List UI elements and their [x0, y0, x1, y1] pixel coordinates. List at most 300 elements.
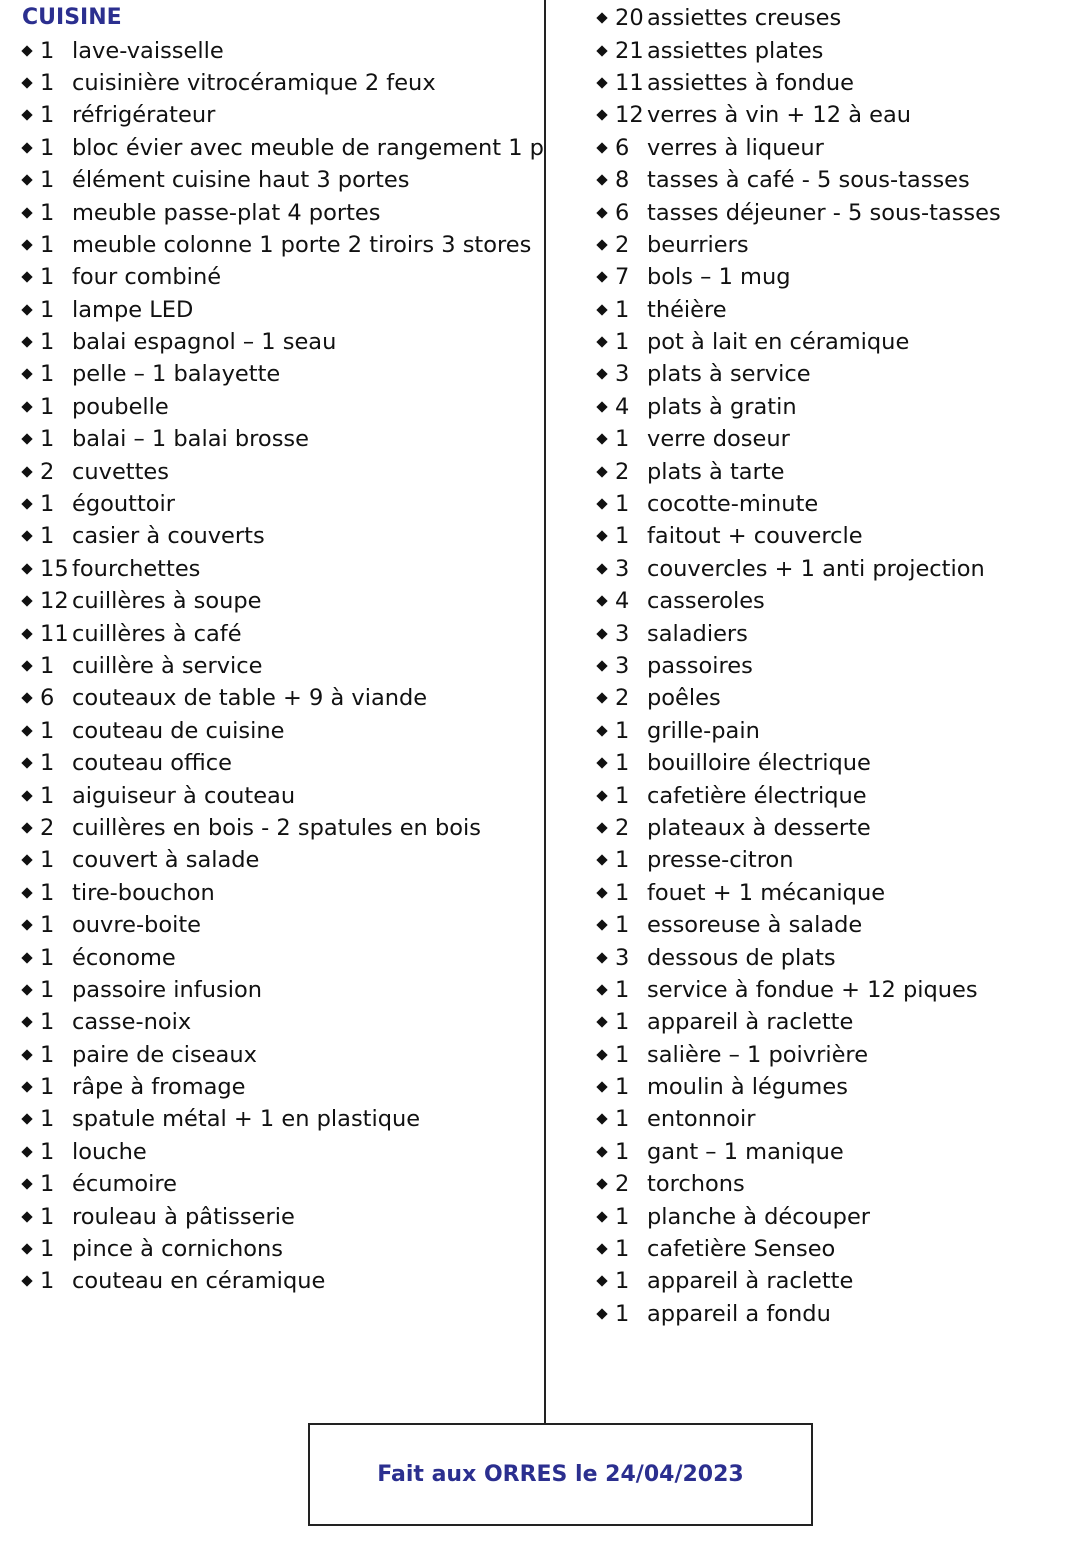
list-item — [22, 715, 537, 747]
item-quantity: 1 — [40, 847, 55, 874]
list-item — [597, 1103, 1067, 1135]
diamond-bullet-icon — [21, 628, 32, 639]
item-quantity: 1 — [615, 1041, 630, 1068]
diamond-bullet-icon — [21, 563, 32, 574]
item-label: bloc évier avec meuble de rangement 1 p — [72, 134, 544, 161]
item-quantity: 1 — [40, 1236, 55, 1263]
item-quantity: 1 — [40, 1041, 55, 1068]
item-quantity: 1 — [615, 491, 630, 518]
diamond-bullet-icon — [21, 1146, 32, 1157]
item-quantity: 2 — [40, 458, 55, 485]
list-item — [597, 1200, 1067, 1232]
list-item — [22, 1265, 537, 1297]
list-item — [597, 1233, 1067, 1265]
item-quantity: 1 — [615, 750, 630, 777]
diamond-bullet-icon — [21, 952, 32, 963]
diamond-bullet-icon — [596, 142, 607, 153]
diamond-bullet-icon — [21, 1243, 32, 1254]
diamond-bullet-icon — [596, 531, 607, 542]
item-quantity: 1 — [40, 976, 55, 1003]
list-item — [22, 812, 537, 844]
item-label: râpe à fromage — [72, 1074, 246, 1101]
list-item — [22, 844, 537, 876]
item-label: bols – 1 mug — [647, 264, 791, 291]
diamond-bullet-icon — [21, 1114, 32, 1125]
diamond-bullet-icon — [596, 563, 607, 574]
item-label: plats à gratin — [647, 393, 797, 420]
list-item — [22, 1168, 537, 1200]
item-label: casier à couverts — [72, 523, 265, 550]
item-label: spatule métal + 1 en plastique — [72, 1106, 421, 1133]
item-label: service à fondue + 12 piques — [647, 976, 978, 1003]
item-quantity: 8 — [615, 167, 630, 194]
item-quantity: 1 — [40, 393, 55, 420]
item-label: couvercles + 1 anti projection — [647, 555, 985, 582]
diamond-bullet-icon — [596, 369, 607, 380]
item-label: fourchettes — [72, 555, 201, 582]
diamond-bullet-icon — [596, 1243, 607, 1254]
list-item — [597, 1039, 1067, 1071]
item-quantity: 1 — [40, 102, 55, 129]
diamond-bullet-icon — [596, 790, 607, 801]
list-item — [22, 747, 537, 779]
diamond-bullet-icon — [596, 855, 607, 866]
list-item — [597, 1168, 1067, 1200]
item-quantity: 2 — [615, 685, 630, 712]
item-quantity: 1 — [40, 717, 55, 744]
item-quantity: 3 — [615, 620, 630, 647]
diamond-bullet-icon — [596, 984, 607, 995]
item-label: ouvre-boite — [72, 912, 202, 939]
list-item — [22, 261, 537, 293]
list-item — [597, 779, 1067, 811]
item-quantity: 1 — [615, 782, 630, 809]
item-label: élément cuisine haut 3 portes — [72, 167, 410, 194]
left-item-list — [22, 34, 544, 1297]
diamond-bullet-icon — [596, 498, 607, 509]
item-quantity: 1 — [615, 879, 630, 906]
diamond-bullet-icon — [596, 693, 607, 704]
item-quantity: 1 — [40, 296, 55, 323]
item-label: four combiné — [72, 264, 222, 291]
footer-box — [308, 1423, 813, 1526]
item-quantity: 1 — [615, 912, 630, 939]
item-label: beurriers — [647, 231, 749, 258]
list-item — [22, 1136, 537, 1168]
list-item — [597, 747, 1067, 779]
item-label: verre doseur — [647, 426, 790, 453]
diamond-bullet-icon — [596, 304, 607, 315]
item-label: théière — [647, 296, 727, 323]
item-quantity: 1 — [615, 976, 630, 1003]
item-quantity: 1 — [615, 1074, 630, 1101]
item-quantity: 12 — [40, 588, 69, 615]
diamond-bullet-icon — [21, 272, 32, 283]
list-item — [22, 164, 537, 196]
item-label: appareil à raclette — [647, 1009, 854, 1036]
diamond-bullet-icon — [596, 1081, 607, 1092]
item-label: cuillère à service — [72, 653, 263, 679]
item-label: passoires — [647, 653, 753, 679]
diamond-bullet-icon — [596, 887, 607, 898]
list-item — [597, 67, 1067, 99]
diamond-bullet-icon — [21, 1049, 32, 1060]
diamond-bullet-icon — [596, 466, 607, 477]
item-label: appareil a fondu — [647, 1300, 831, 1327]
list-item — [597, 423, 1067, 455]
diamond-bullet-icon — [21, 110, 32, 121]
diamond-bullet-icon — [596, 758, 607, 769]
item-label: cuillères en bois - 2 spatules en bois — [72, 814, 481, 841]
list-item — [597, 877, 1067, 909]
item-label: couteau office — [72, 750, 232, 777]
list-item — [22, 358, 537, 390]
diamond-bullet-icon — [21, 1276, 32, 1287]
diamond-bullet-icon — [21, 498, 32, 509]
item-label: couteau de cuisine — [72, 717, 285, 744]
list-item — [597, 1298, 1067, 1330]
item-quantity: 1 — [40, 264, 55, 291]
diamond-bullet-icon — [596, 434, 607, 445]
item-label: réfrigérateur — [72, 102, 216, 129]
item-label: louche — [72, 1138, 147, 1165]
item-quantity: 1 — [40, 1171, 55, 1198]
list-item — [597, 132, 1067, 164]
diamond-bullet-icon — [596, 1179, 607, 1190]
diamond-bullet-icon — [596, 239, 607, 250]
item-label: assiettes plates — [647, 37, 824, 64]
item-label: saladiers — [647, 620, 748, 647]
item-quantity: 1 — [40, 69, 55, 96]
item-quantity: 1 — [40, 1074, 55, 1101]
list-item — [22, 585, 537, 617]
list-item — [597, 326, 1067, 358]
item-quantity: 1 — [40, 199, 55, 226]
list-item — [22, 229, 537, 261]
item-quantity: 1 — [615, 296, 630, 323]
list-item — [597, 358, 1067, 390]
diamond-bullet-icon — [21, 239, 32, 250]
diamond-bullet-icon — [21, 1081, 32, 1092]
list-item — [22, 779, 537, 811]
item-quantity: 4 — [615, 393, 630, 420]
list-item — [597, 812, 1067, 844]
diamond-bullet-icon — [596, 1049, 607, 1060]
diamond-bullet-icon — [21, 77, 32, 88]
item-quantity: 1 — [40, 1268, 55, 1295]
item-label: lampe LED — [72, 296, 194, 323]
item-quantity: 3 — [615, 361, 630, 388]
item-label: meuble colonne 1 porte 2 tiroirs 3 stores — [72, 231, 532, 258]
list-item — [22, 1233, 537, 1265]
diamond-bullet-icon — [21, 304, 32, 315]
diamond-bullet-icon — [21, 1211, 32, 1222]
diamond-bullet-icon — [21, 531, 32, 542]
diamond-bullet-icon — [596, 596, 607, 607]
diamond-bullet-icon — [21, 693, 32, 704]
diamond-bullet-icon — [596, 336, 607, 347]
item-label: cuillères à soupe — [72, 588, 262, 615]
item-quantity: 6 — [40, 685, 55, 712]
list-item — [22, 391, 537, 423]
list-item — [597, 682, 1067, 714]
item-quantity: 15 — [40, 555, 69, 582]
item-quantity: 1 — [615, 847, 630, 874]
list-item — [22, 326, 537, 358]
diamond-bullet-icon — [596, 725, 607, 736]
item-label: entonnoir — [647, 1106, 756, 1133]
item-quantity: 20 — [615, 5, 644, 32]
diamond-bullet-icon — [21, 45, 32, 56]
item-quantity: 11 — [40, 620, 69, 647]
item-quantity: 6 — [615, 134, 630, 161]
diamond-bullet-icon — [21, 758, 32, 769]
list-item — [597, 164, 1067, 196]
item-quantity: 1 — [615, 1138, 630, 1165]
list-item — [597, 1071, 1067, 1103]
item-quantity: 1 — [40, 523, 55, 550]
item-quantity: 2 — [615, 458, 630, 485]
item-quantity: 1 — [40, 426, 55, 453]
item-quantity: 1 — [615, 426, 630, 453]
item-label: paire de ciseaux — [72, 1041, 257, 1068]
item-label: salière – 1 poivrière — [647, 1041, 869, 1068]
item-label: plats à tarte — [647, 458, 785, 485]
list-item — [597, 488, 1067, 520]
list-item — [22, 1200, 537, 1232]
item-quantity: 3 — [615, 555, 630, 582]
item-quantity: 1 — [40, 1138, 55, 1165]
list-item — [597, 1265, 1067, 1297]
item-label: faitout + couvercle — [647, 523, 863, 550]
item-label: lave-vaisselle — [72, 37, 224, 64]
item-label: casseroles — [647, 588, 765, 615]
item-label: cocotte-minute — [647, 491, 819, 518]
item-quantity: 11 — [615, 69, 644, 96]
item-label: moulin à légumes — [647, 1074, 848, 1101]
diamond-bullet-icon — [596, 45, 607, 56]
list-item — [597, 391, 1067, 423]
left-column — [22, 2, 544, 1298]
list-item — [22, 1006, 537, 1038]
item-label: balai espagnol – 1 seau — [72, 329, 337, 356]
item-label: pince à cornichons — [72, 1236, 283, 1263]
item-label: appareil à raclette — [647, 1268, 854, 1295]
diamond-bullet-icon — [21, 790, 32, 801]
item-quantity: 1 — [40, 912, 55, 939]
list-item — [22, 423, 537, 455]
list-item — [597, 294, 1067, 326]
item-quantity: 1 — [40, 750, 55, 777]
diamond-bullet-icon — [596, 822, 607, 833]
list-item — [22, 294, 537, 326]
list-item — [597, 617, 1067, 649]
item-label: égouttoir — [72, 491, 176, 518]
diamond-bullet-icon — [21, 434, 32, 445]
item-quantity: 1 — [40, 231, 55, 258]
list-item — [597, 941, 1067, 973]
item-quantity: 2 — [615, 814, 630, 841]
list-item — [597, 1136, 1067, 1168]
item-quantity: 1 — [40, 1106, 55, 1133]
column-divider — [544, 0, 546, 1424]
list-item — [22, 974, 537, 1006]
item-label: cuillères à café — [72, 620, 242, 647]
list-item — [597, 844, 1067, 876]
item-label: bouilloire électrique — [647, 750, 871, 777]
diamond-bullet-icon — [596, 110, 607, 121]
item-quantity: 1 — [40, 361, 55, 388]
item-label: essoreuse à salade — [647, 912, 863, 939]
list-item — [597, 520, 1067, 552]
list-item — [22, 682, 537, 714]
item-quantity: 1 — [615, 1203, 630, 1230]
footer-date-text: Fait aux ORRES le 24/04/2023 — [377, 1462, 744, 1487]
item-label: cafetière Senseo — [647, 1236, 836, 1263]
item-quantity: 1 — [615, 1268, 630, 1295]
item-quantity: 1 — [615, 523, 630, 550]
diamond-bullet-icon — [21, 207, 32, 218]
item-label: plateaux à desserte — [647, 814, 871, 841]
item-quantity: 1 — [615, 1300, 630, 1327]
item-quantity: 6 — [615, 199, 630, 226]
item-quantity: 2 — [615, 231, 630, 258]
right-column — [597, 2, 1067, 1330]
item-quantity: 3 — [615, 944, 630, 971]
diamond-bullet-icon — [21, 1017, 32, 1028]
item-quantity: 1 — [615, 1009, 630, 1036]
diamond-bullet-icon — [596, 174, 607, 185]
item-label: aiguiseur à couteau — [72, 782, 296, 809]
list-item — [22, 941, 537, 973]
item-label: économe — [72, 944, 176, 971]
item-label: poubelle — [72, 393, 169, 420]
right-item-list — [597, 2, 1067, 1330]
diamond-bullet-icon — [21, 725, 32, 736]
list-item — [597, 909, 1067, 941]
diamond-bullet-icon — [596, 1114, 607, 1125]
diamond-bullet-icon — [21, 466, 32, 477]
list-item — [22, 99, 537, 131]
item-label: fouet + 1 mécanique — [647, 879, 886, 906]
item-label: cuisinière vitrocéramique 2 feux — [72, 69, 436, 96]
list-item — [22, 488, 537, 520]
list-item — [597, 715, 1067, 747]
diamond-bullet-icon — [596, 272, 607, 283]
item-quantity: 1 — [40, 879, 55, 906]
list-item — [597, 585, 1067, 617]
section-heading: CUISINE — [22, 5, 122, 30]
item-quantity: 1 — [40, 653, 55, 679]
list-item — [597, 261, 1067, 293]
list-item — [597, 974, 1067, 1006]
list-item — [597, 99, 1067, 131]
diamond-bullet-icon — [21, 1179, 32, 1190]
item-label: balai – 1 balai brosse — [72, 426, 309, 453]
list-item — [22, 455, 537, 487]
diamond-bullet-icon — [596, 401, 607, 412]
item-label: couvert à salade — [72, 847, 260, 874]
item-label: assiettes creuses — [647, 5, 842, 32]
diamond-bullet-icon — [596, 660, 607, 671]
item-label: couteaux de table + 9 à viande — [72, 685, 428, 712]
item-label: tasses déjeuner - 5 sous-tasses — [647, 199, 1001, 226]
item-quantity: 3 — [615, 653, 630, 679]
item-quantity: 1 — [615, 717, 630, 744]
diamond-bullet-icon — [596, 919, 607, 930]
list-item — [597, 455, 1067, 487]
list-item — [597, 229, 1067, 261]
item-quantity: 1 — [40, 1203, 55, 1230]
item-label: plats à service — [647, 361, 811, 388]
diamond-bullet-icon — [596, 952, 607, 963]
list-item — [597, 650, 1067, 682]
diamond-bullet-icon — [596, 207, 607, 218]
diamond-bullet-icon — [596, 1308, 607, 1319]
list-item — [22, 1103, 537, 1135]
item-label: pot à lait en céramique — [647, 329, 910, 356]
item-quantity: 21 — [615, 37, 644, 64]
diamond-bullet-icon — [21, 660, 32, 671]
diamond-bullet-icon — [21, 596, 32, 607]
list-item — [597, 2, 1067, 34]
list-item — [22, 1039, 537, 1071]
list-item — [22, 650, 537, 682]
diamond-bullet-icon — [596, 13, 607, 24]
item-quantity: 2 — [615, 1171, 630, 1198]
list-item — [22, 1071, 537, 1103]
item-quantity: 4 — [615, 588, 630, 615]
list-item — [22, 67, 537, 99]
list-item — [22, 196, 537, 228]
item-quantity: 1 — [40, 491, 55, 518]
list-item — [22, 520, 537, 552]
item-quantity: 1 — [615, 329, 630, 356]
item-label: rouleau à pâtisserie — [72, 1203, 295, 1230]
item-label: dessous de plats — [647, 944, 836, 971]
list-item — [22, 553, 537, 585]
list-item — [597, 34, 1067, 66]
item-label: torchons — [647, 1171, 745, 1198]
item-quantity: 1 — [40, 782, 55, 809]
item-label: meuble passe-plat 4 portes — [72, 199, 381, 226]
diamond-bullet-icon — [596, 628, 607, 639]
diamond-bullet-icon — [21, 984, 32, 995]
list-item — [597, 1006, 1067, 1038]
item-label: couteau en céramique — [72, 1268, 326, 1295]
item-label: grille-pain — [647, 717, 760, 744]
item-label: planche à découper — [647, 1203, 871, 1230]
item-quantity: 1 — [40, 944, 55, 971]
item-label: verres à vin + 12 à eau — [647, 102, 912, 129]
item-label: cafetière électrique — [647, 782, 867, 809]
diamond-bullet-icon — [596, 77, 607, 88]
diamond-bullet-icon — [21, 401, 32, 412]
item-label: assiettes à fondue — [647, 69, 854, 96]
item-quantity: 1 — [40, 1009, 55, 1036]
item-quantity: 1 — [40, 134, 55, 161]
item-label: casse-noix — [72, 1009, 192, 1036]
item-label: cuvettes — [72, 458, 169, 485]
item-quantity: 1 — [615, 1106, 630, 1133]
diamond-bullet-icon — [21, 887, 32, 898]
diamond-bullet-icon — [21, 919, 32, 930]
diamond-bullet-icon — [21, 336, 32, 347]
item-quantity: 2 — [40, 814, 55, 841]
item-label: tasses à café - 5 sous-tasses — [647, 167, 970, 194]
diamond-bullet-icon — [21, 142, 32, 153]
list-item — [22, 34, 537, 66]
